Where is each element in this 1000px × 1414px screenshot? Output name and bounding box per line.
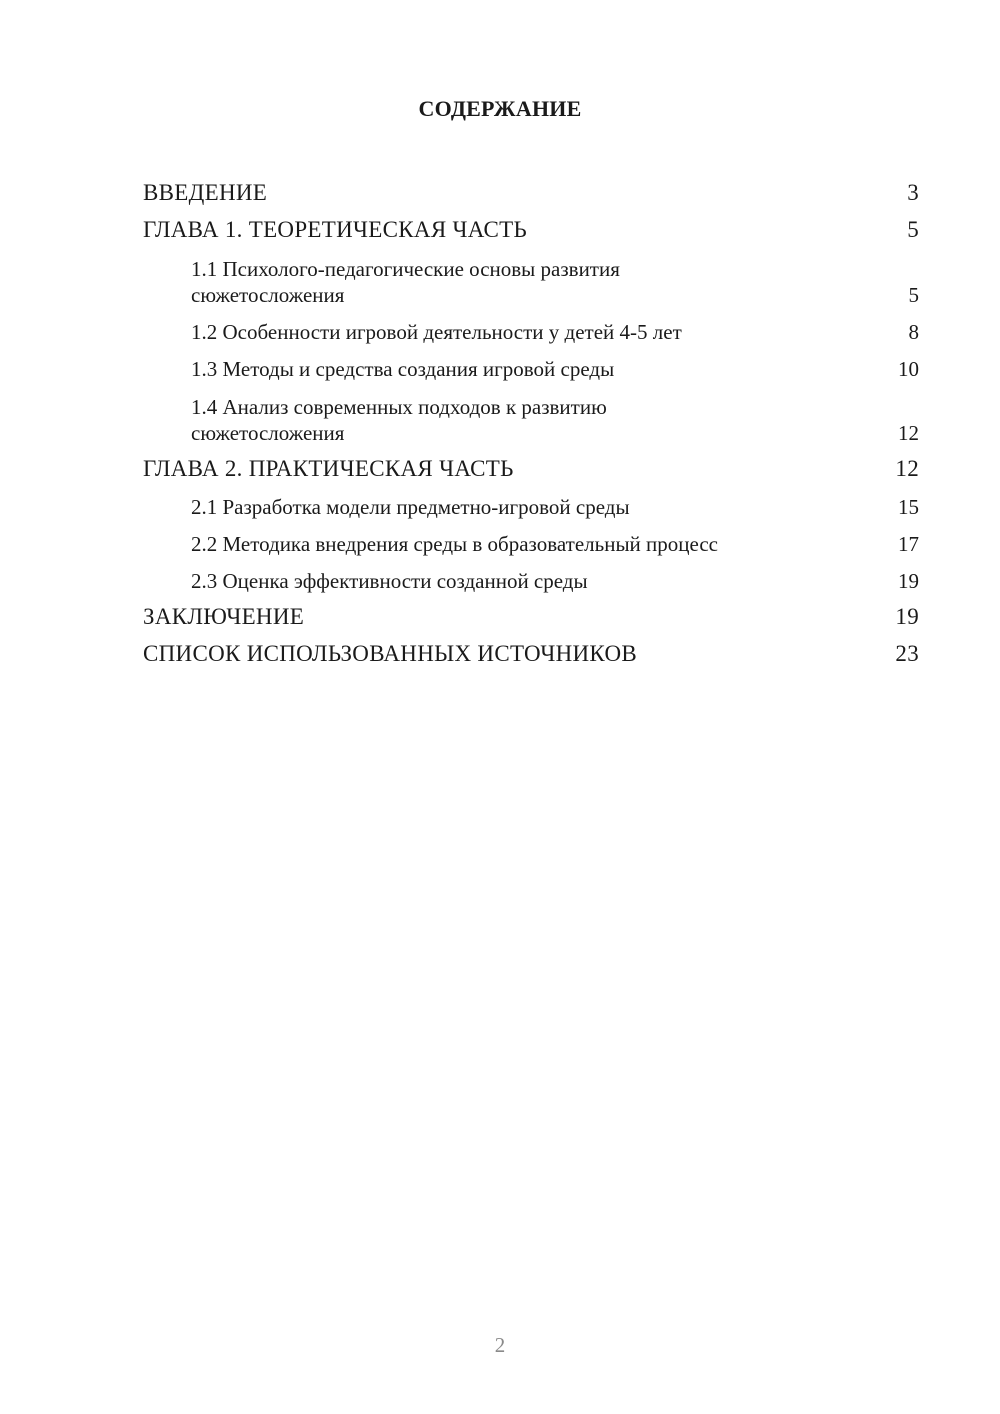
toc-entry-label: 1.1 Психолого-педагогические основы развития сюжетосложения	[191, 257, 620, 307]
toc-entry-page: 19	[895, 604, 919, 629]
table-of-contents	[143, 170, 919, 668]
toc-entry-label: 2.3 Оценка эффективности созданной среды	[191, 569, 588, 593]
toc-entry-chapter-1[interactable]	[143, 207, 919, 244]
toc-entry-label: 2.2 Методика внедрения среды в образовательный процесс	[191, 532, 718, 556]
toc-entry-section-1-4[interactable]	[143, 382, 919, 446]
toc-entry-page: 10	[898, 357, 919, 381]
toc-entry-page: 5	[907, 217, 919, 242]
toc-entry-page: 12	[898, 421, 919, 445]
toc-entry-conclusion[interactable]	[143, 594, 919, 631]
toc-entry-label: СПИСОК ИСПОЛЬЗОВАННЫХ ИСТОЧНИКОВ	[143, 641, 638, 666]
toc-entry-page: 17	[898, 532, 919, 556]
toc-entry-page: 5	[908, 283, 919, 307]
toc-entry-page: 23	[895, 641, 919, 666]
toc-entry-section-2-1[interactable]	[143, 483, 919, 520]
toc-entry-section-2-3[interactable]	[143, 557, 919, 594]
toc-entry-label: ГЛАВА 1. ТЕОРЕТИЧЕСКАЯ ЧАСТЬ	[143, 217, 528, 242]
toc-entry-label: ВВЕДЕНИЕ	[143, 180, 268, 205]
toc-entry-section-1-3[interactable]	[143, 345, 919, 382]
toc-entry-label: 1.3 Методы и средства создания игровой среды	[191, 357, 615, 381]
toc-entry-page: 19	[898, 569, 919, 593]
toc-entry-label: 1.2 Особенности игровой деятельности у детей 4-5 лет	[191, 320, 682, 344]
toc-entry-chapter-2[interactable]	[143, 446, 919, 483]
toc-entry-section-2-2[interactable]	[143, 520, 919, 557]
toc-entry-label: 1.4 Анализ современных подходов к развитию сюжетосложения	[191, 395, 607, 445]
toc-entry-section-1-2[interactable]	[143, 308, 919, 345]
toc-entry-label: ГЛАВА 2. ПРАКТИЧЕСКАЯ ЧАСТЬ	[143, 456, 514, 481]
toc-entry-references[interactable]	[143, 631, 919, 668]
toc-entry-label: 2.1 Разработка модели предметно-игровой среды	[191, 495, 630, 519]
toc-entry-page: 8	[908, 320, 919, 344]
toc-entry-introduction[interactable]	[143, 170, 919, 207]
toc-entry-section-1-1[interactable]	[143, 244, 919, 308]
toc-entry-label: ЗАКЛЮЧЕНИЕ	[143, 604, 305, 629]
page-title: СОДЕРЖАНИЕ	[418, 96, 582, 121]
toc-entry-page: 3	[907, 180, 919, 205]
page-number: 2	[494, 1333, 506, 1357]
toc-entry-page: 15	[898, 495, 919, 519]
toc-entry-page: 12	[895, 456, 919, 481]
